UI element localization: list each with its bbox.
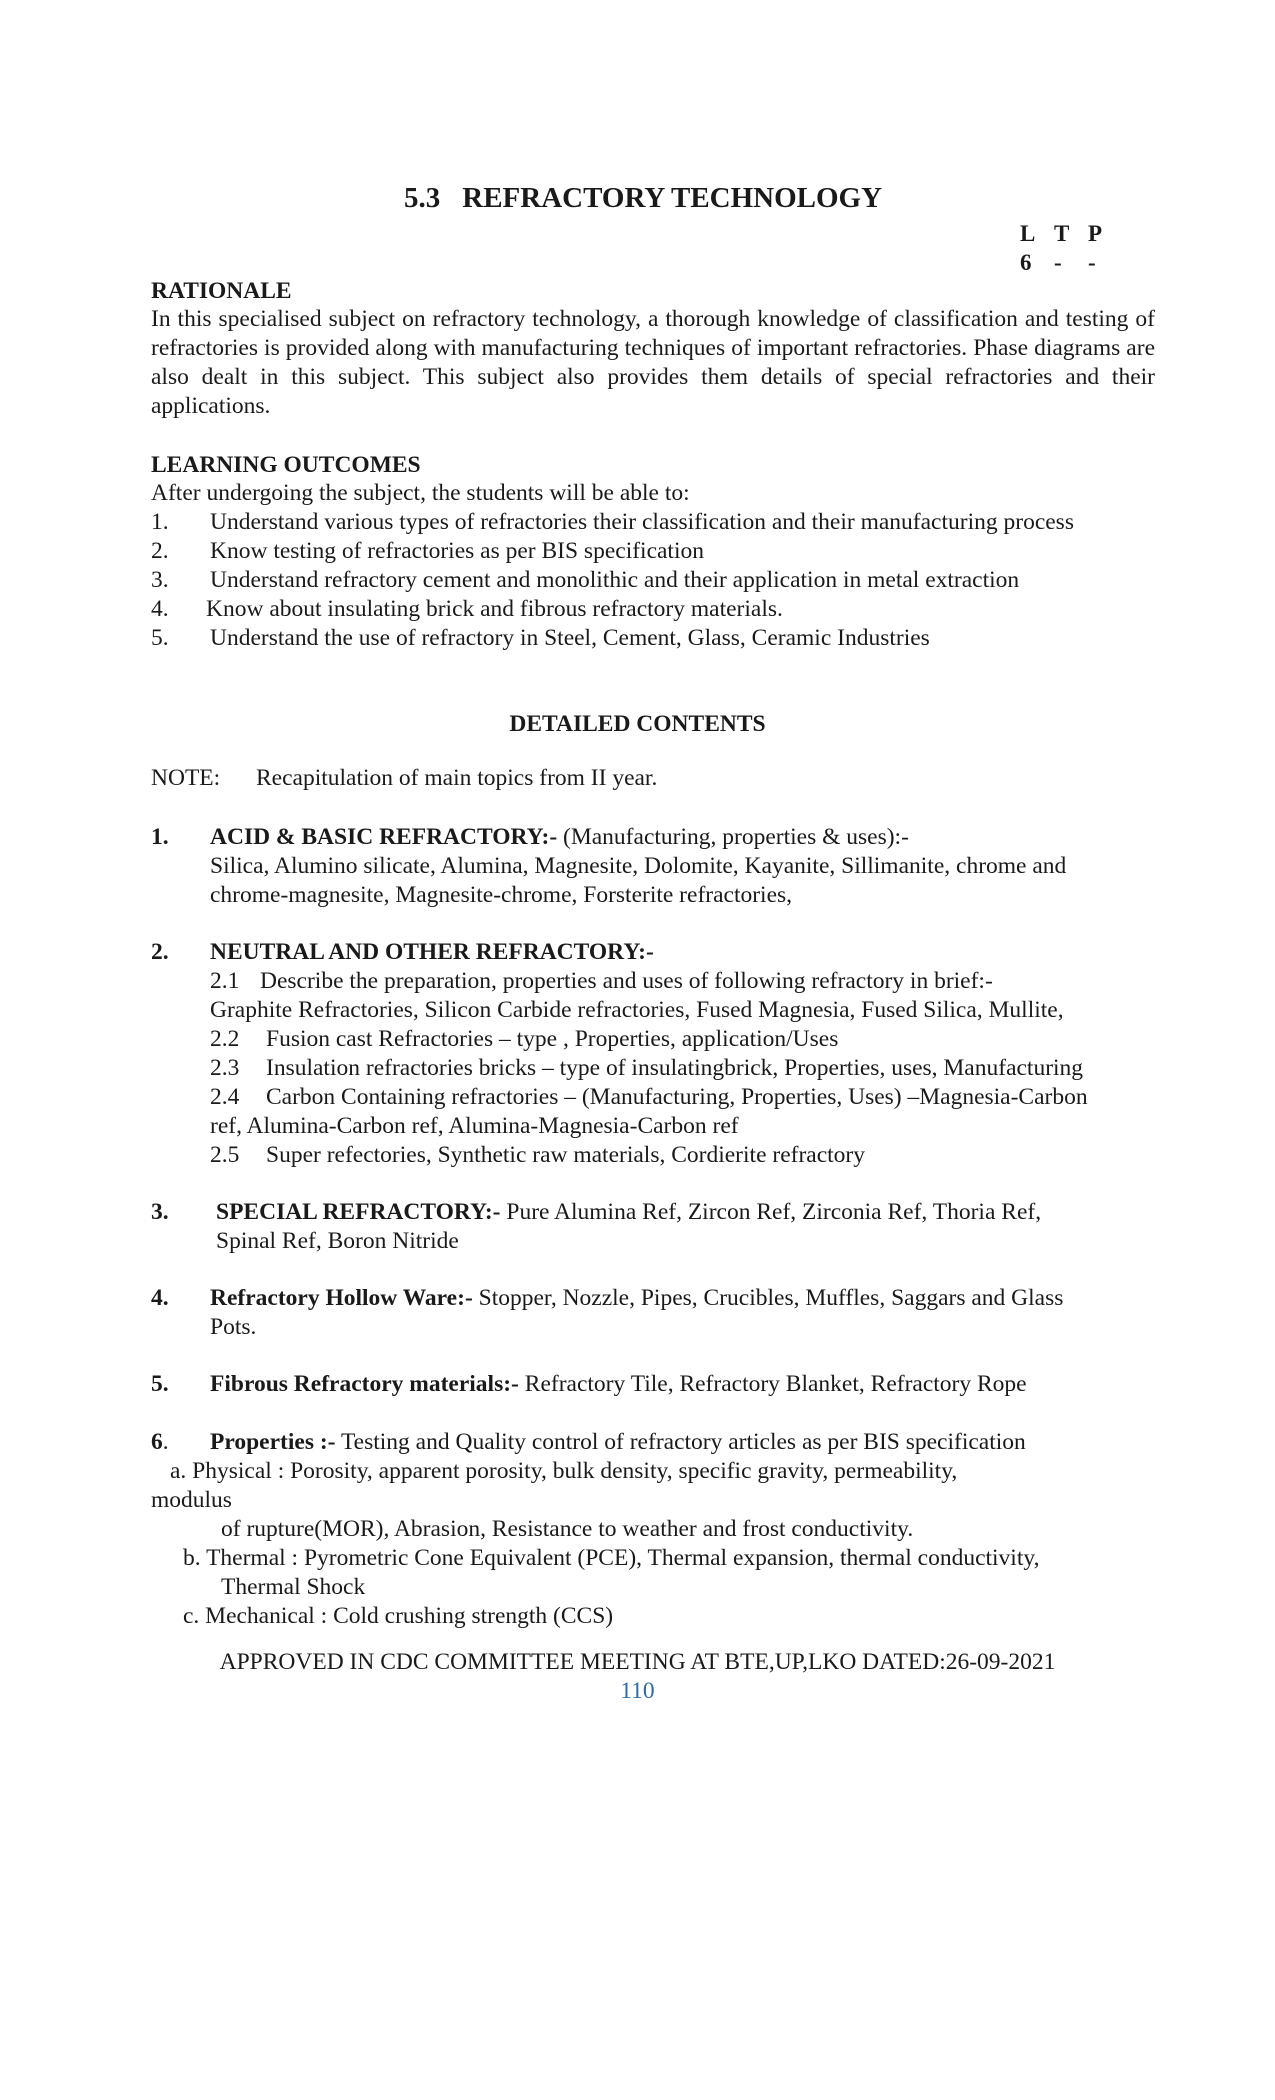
section-6-title: Properties :- — [210, 1429, 336, 1455]
list-item-number: 2. — [151, 538, 169, 564]
list-item-number: 4. — [151, 596, 169, 622]
section-6-item-c: c. Mechanical : Cold crushing strength (CCS) — [183, 1603, 614, 1629]
section-title: REFRACTORY TECHNOLOGY — [462, 182, 883, 214]
section-6-item-b: b. Thermal : Pyrometric Cone Equivalent (PCE), Thermal expansion, thermal conductivity, — [183, 1545, 1040, 1571]
list-item: Understand the use of refractory in Steel, Cement, Glass, Ceramic Industries — [210, 625, 930, 651]
learning-outcomes-intro: After undergoing the subject, the students will be able to: — [151, 480, 690, 506]
subsection-text: Insulation refractories bricks – type of insulatingbrick, Properties, uses, Manufacturing — [266, 1055, 1084, 1081]
subsection-text: Describe the preparation, properties and uses of following refractory in brief:- — [260, 968, 993, 994]
section-6-item-a: a. Physical : Porosity, apparent porosity, bulk density, specific gravity, permeability, — [170, 1458, 958, 1484]
section-5-number: 5. — [151, 1371, 169, 1397]
section-3-continued: Spinal Ref, Boron Nitride — [216, 1228, 459, 1254]
section-6-number-group — [151, 1428, 169, 1457]
list-item: Understand various types of refractories their classification and their manufacturing process — [210, 509, 1074, 535]
section-5-heading — [210, 1370, 1027, 1399]
section-number: 5.3 — [404, 182, 441, 214]
subsection-number: 2.1 — [210, 968, 240, 994]
section-5-text: Refractory Tile, Refractory Blanket, Refractory Rope — [518, 1371, 1027, 1397]
section-6-number-dot: . — [162, 1429, 169, 1455]
section-6-item-b-continued: Thermal Shock — [221, 1574, 366, 1600]
ltp-value-l: 6 — [1020, 250, 1033, 275]
section-4-title: Refractory Hollow Ware:- — [210, 1285, 473, 1311]
subsection-number: 2.5 — [210, 1142, 240, 1168]
note-text: Recapitulation of main topics from II year. — [256, 765, 658, 791]
approval-footer: APPROVED IN CDC COMMITTEE MEETING AT BTE,UP,LKO DATED:26-09-2021 — [219, 1649, 1056, 1675]
section-1-number: 1. — [151, 824, 169, 850]
section-6-text: Testing and Quality control of refractory articles as per BIS specification — [335, 1429, 1026, 1455]
list-item: Know testing of refractories as per BIS specification — [210, 538, 704, 564]
subsection-text: Fusion cast Refractories – type , Properties, application/Uses — [266, 1026, 839, 1052]
page-number: 110 — [620, 1678, 655, 1704]
rationale-text: In this specialised subject on refractory technology, a thorough knowledge of classification and testing of refractories is provided along with manufacturing techniques of important refractories. Phase diagrams are also dealt in this subject. This subject also provides them details of special refractories and their applications. — [151, 306, 1155, 419]
note-label: NOTE: — [151, 765, 221, 791]
subsection-text: Super refectories, Synthetic raw materials, Cordierite refractory — [266, 1142, 865, 1168]
section-6-number: 6 — [151, 1429, 163, 1455]
section-3-number: 3. — [151, 1199, 169, 1225]
section-1-title-rest: (Manufacturing, properties & uses):- — [557, 824, 909, 850]
section-3-text: Pure Alumina Ref, Zircon Ref, Zirconia Ref, Thoria Ref, — [500, 1199, 1042, 1225]
section-6-heading — [210, 1428, 1026, 1457]
ltp-value-t: - — [1054, 250, 1063, 275]
rationale-heading: RATIONALE — [151, 278, 292, 304]
subsection-2-5 — [210, 1141, 865, 1170]
ltp-label-l: L — [1020, 221, 1037, 246]
learning-outcomes-heading: LEARNING OUTCOMES — [151, 452, 421, 478]
list-item-number: 5. — [151, 625, 169, 651]
subsection-2-1-continued: Graphite Refractories, Silicon Carbide refractories, Fused Magnesia, Fused Silica, Mullite, — [210, 997, 1064, 1023]
list-item-number: 3. — [151, 567, 169, 593]
ltp-values — [1020, 248, 1122, 277]
subsection-2-4 — [210, 1083, 1088, 1112]
section-4-text: Stopper, Nozzle, Pipes, Crucibles, Muffles, Saggars and Glass — [472, 1285, 1064, 1311]
list-item: Know about insulating brick and fibrous refractory materials. — [206, 596, 783, 622]
section-3-heading — [216, 1198, 1041, 1227]
section-4-heading — [210, 1284, 1063, 1313]
subsection-number: 2.4 — [210, 1084, 240, 1110]
section-1-line-1: Silica, Alumino silicate, Alumina, Magnesite, Dolomite, Kayanite, Sillimanite, chrome and — [210, 853, 1067, 879]
section-4-number: 4. — [151, 1285, 169, 1311]
list-item: Understand refractory cement and monolithic and their application in metal extraction — [210, 567, 1020, 593]
section-1-heading — [210, 823, 909, 852]
section-3-title: SPECIAL REFRACTORY:- — [216, 1199, 501, 1225]
list-item-number: 1. — [151, 509, 169, 535]
section-1-title: ACID & BASIC REFRACTORY:- — [210, 824, 558, 850]
ltp-labels — [1020, 219, 1122, 248]
section-6-item-a-wrap: modulus — [151, 1487, 232, 1513]
detailed-contents-heading: DETAILED CONTENTS — [509, 711, 766, 737]
ltp-label-t: T — [1054, 221, 1071, 246]
section-2-number: 2. — [151, 939, 169, 965]
section-4-continued: Pots. — [210, 1314, 257, 1340]
section-5-title: Fibrous Refractory materials:- — [210, 1371, 519, 1397]
section-1-line-2: chrome-magnesite, Magnesite-chrome, Forsterite refractories, — [210, 882, 793, 908]
subsection-2-2 — [210, 1025, 838, 1054]
subsection-2-1 — [210, 967, 993, 996]
subsection-number: 2.2 — [210, 1026, 240, 1052]
subsection-2-3 — [210, 1054, 1083, 1083]
section-6-item-a-continued: of rupture(MOR), Abrasion, Resistance to weather and frost conductivity. — [221, 1516, 914, 1542]
ltp-label-p: P — [1088, 221, 1104, 246]
page-title — [404, 184, 882, 213]
section-2-title: NEUTRAL AND OTHER REFRACTORY:- — [210, 939, 654, 965]
ltp-value-p: - — [1088, 250, 1097, 275]
subsection-text: Carbon Containing refractories – (Manufacturing, Properties, Uses) –Magnesia-Carbon — [266, 1084, 1088, 1110]
subsection-2-4-continued: ref, Alumina-Carbon ref, Alumina-Magnesia-Carbon ref — [210, 1113, 739, 1139]
subsection-number: 2.3 — [210, 1055, 240, 1081]
